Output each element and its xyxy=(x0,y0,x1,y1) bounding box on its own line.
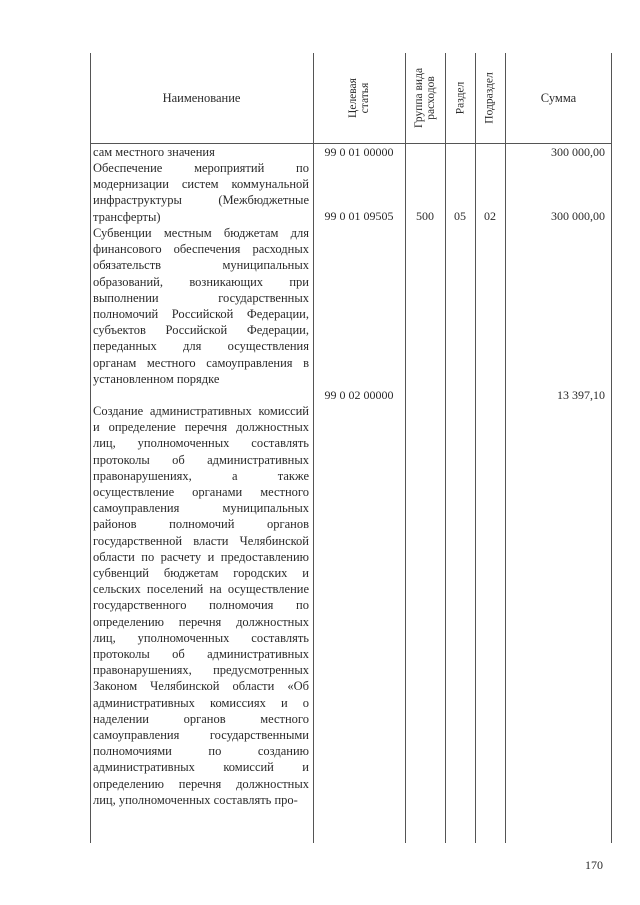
table-border-left xyxy=(90,53,91,843)
header-amount-text: Сумма xyxy=(540,90,577,105)
column-divider xyxy=(445,53,446,843)
column-divider xyxy=(313,53,314,843)
row-code: 99 0 01 09505 xyxy=(324,209,394,223)
page-number: 170 xyxy=(585,858,603,872)
header-expense-group xyxy=(405,53,445,143)
header-expense-group-text: Группа вида расходов xyxy=(413,67,438,129)
row-group: 500 xyxy=(416,209,434,223)
column-divider xyxy=(505,53,506,843)
header-section-text: Раздел xyxy=(454,81,466,115)
header-amount xyxy=(505,53,612,143)
header-subsection-text: Подраздел xyxy=(484,72,496,124)
row-name: Создание административных комиссий и определение перечня должностных лиц, уполномоченных составлять протоколы об административных правонарушениях, а также осуществление органами местного самоуправления муниципальных районов полномочий органов государственной власти Челябинской области по расчету и предоставлению субвенций бюджетам городских и сельских поселений на осуществление государственного полномочия по определению перечня должностных лиц, уполномоченных составлять протоколы об административных правонарушениях, предусмотренных Законом Челябинской области «Об административных комиссиях и о наделении органов местного самоуправления государственными полномочиями по созданию административных комиссий и определению перечня должностных лиц, уполномоченных составлять про- xyxy=(93,404,309,807)
header-target-item-text: Целевая статья xyxy=(347,78,371,118)
row-name: Обеспечение мероприятий по модернизации систем коммунальной инфраструктуры (Межбюджетные трансферты) xyxy=(93,161,309,224)
header-target-item xyxy=(313,53,405,143)
row-subsection: 02 xyxy=(484,209,496,223)
header-section xyxy=(445,53,475,143)
row-code: 99 0 02 00000 xyxy=(324,388,394,402)
header-name-text: Наименование xyxy=(162,90,241,105)
row-amount: 300 000,00 xyxy=(551,145,605,159)
table-border-right xyxy=(611,53,612,843)
row-amount: 300 000,00 xyxy=(551,209,605,223)
header-name xyxy=(90,53,313,143)
row-section: 05 xyxy=(454,209,466,223)
header-subsection xyxy=(475,53,505,143)
row-code: 99 0 01 00000 xyxy=(324,145,394,159)
budget-table xyxy=(90,53,612,843)
column-divider xyxy=(405,53,406,843)
row-name: Субвенции местным бюджетам для финансового обеспечения расходных обязательств муниципальных образований, возникающих при выполнении государственных полномочий Российской Федерации, субъектов Российской Федерации, переданных для осуществления органам местного самоуправления в установленном порядке xyxy=(93,226,309,386)
row-name: сам местного значения xyxy=(93,145,215,159)
column-divider xyxy=(475,53,476,843)
row-amount: 13 397,10 xyxy=(557,388,605,402)
